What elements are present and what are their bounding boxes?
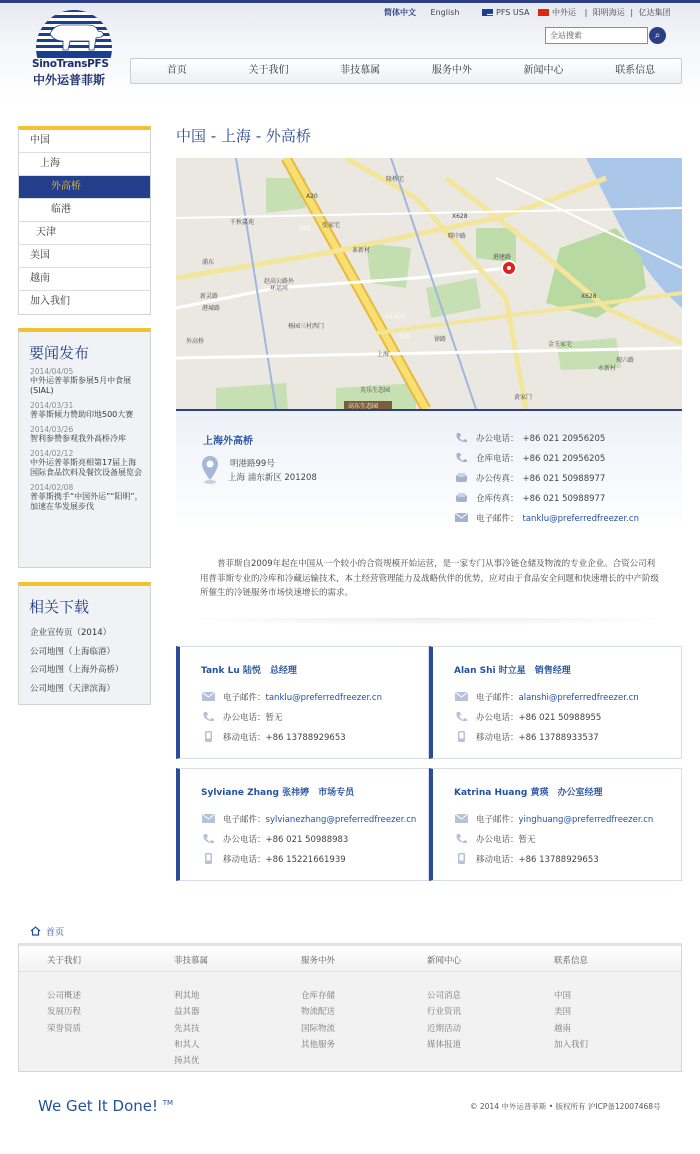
- cn-flag-icon: [538, 9, 549, 16]
- footer-link[interactable]: 媒体报道: [427, 1039, 462, 1050]
- footer-link[interactable]: 近期活动: [427, 1023, 462, 1034]
- partner-link-sinotrans[interactable]: 中外运: [538, 8, 579, 17]
- map-graphic: [176, 158, 682, 409]
- news-item[interactable]: 2014/04/05 中外运普菲斯参展5月中食展(SIAL): [30, 367, 132, 395]
- news-box-title: 要闻发布: [29, 344, 90, 362]
- svg-text:X628: X628: [452, 213, 468, 220]
- staff-mobile: 移动电话：+86 13788929653: [202, 731, 346, 743]
- svg-text:千秋嘉苑: 千秋嘉苑: [230, 219, 255, 226]
- loc-item-china[interactable]: 中国: [19, 130, 150, 153]
- svg-text:S20: S20: [399, 333, 411, 340]
- footer-link[interactable]: 公司概述: [47, 991, 82, 1001]
- main-nav: [130, 58, 682, 84]
- news-item[interactable]: 2014/02/08 普菲斯携手“中国外运”“阳明”，加速在华发展步伐: [30, 483, 143, 511]
- staff-card: [176, 646, 429, 759]
- downloads-box: [18, 582, 151, 705]
- footer-column: [554, 954, 588, 1053]
- phone-icon: [455, 833, 468, 844]
- footer-link[interactable]: 发展历程: [47, 1007, 82, 1018]
- lang-simplified-chinese[interactable]: 简体中文: [384, 8, 416, 17]
- staff-email: 电子邮件：tanklu@preferredfreezer.cn: [202, 691, 382, 703]
- warehouse-phone-line: 仓库电话： +86 021 20956205: [455, 452, 605, 464]
- slogan: We Get It Done! ™: [38, 1097, 174, 1115]
- location-map[interactable]: [176, 158, 682, 411]
- download-link[interactable]: 企业宣传页（2014）: [30, 628, 112, 638]
- mobile-icon: [202, 853, 215, 864]
- office-email-link[interactable]: tanklu@preferredfreezer.cn: [522, 514, 639, 524]
- download-link[interactable]: 公司地图（上海临港）: [30, 646, 116, 657]
- svg-text:港城路: 港城路: [202, 305, 221, 312]
- download-link[interactable]: 公司地图（上海外高桥）: [30, 665, 124, 675]
- lang-english[interactable]: English: [430, 8, 460, 17]
- svg-text:新灵路: 新灵路: [200, 293, 219, 300]
- staff-name: Katrina Huang 黄瑛 办公室经理: [454, 788, 603, 798]
- staff-card: [429, 646, 682, 759]
- footer-link[interactable]: 中国: [554, 991, 572, 1001]
- partner-links: [482, 7, 674, 18]
- search-button[interactable]: [649, 27, 666, 44]
- news-item[interactable]: 2014/03/26 智利参赞参观我外高桥冷库: [30, 425, 126, 443]
- breadcrumb: [30, 925, 64, 939]
- svg-text:赵高公路外: 赵高公路外: [264, 278, 295, 285]
- staff-name: Sylviane Zhang 张祎婷 市场专员: [201, 788, 355, 798]
- mobile-icon: [455, 853, 468, 864]
- svg-text:杨园三村西门: 杨园三村西门: [288, 323, 325, 330]
- address-line-1: 明港路99号: [230, 459, 275, 469]
- us-flag-icon: [482, 9, 493, 16]
- staff-mobile: 移动电话：+86 13788929653: [455, 853, 599, 865]
- logo-chinese: 中外运普菲斯: [33, 73, 106, 87]
- footer-column: [427, 954, 461, 1053]
- partner-link-yida[interactable]: 亿达集团: [638, 8, 671, 17]
- warehouse-fax-line: 仓库传真： +86 021 50988977: [455, 492, 605, 504]
- phone-icon: [202, 711, 215, 722]
- footer-column: [174, 954, 208, 1069]
- footer-link[interactable]: 物流配送: [301, 1007, 336, 1018]
- phone-icon: [455, 432, 468, 443]
- mail-icon: [202, 813, 215, 824]
- staff-name: Alan Shi 时立星 销售经理: [454, 666, 571, 676]
- staff-email: 电子邮件：yinghuang@preferredfreezer.cn: [455, 813, 653, 825]
- footer-sitemap: [18, 943, 682, 1072]
- footer-link[interactable]: 公司消息: [427, 991, 462, 1001]
- breadcrumb-home-link[interactable]: 首页: [46, 928, 65, 938]
- footer-link[interactable]: 和其人: [174, 1039, 200, 1050]
- staff-email: 电子邮件：alanshi@preferredfreezer.cn: [455, 691, 639, 703]
- footer-link[interactable]: 扬其优: [174, 1056, 200, 1067]
- mail-icon: [202, 691, 215, 702]
- svg-text:港建路: 港建路: [493, 254, 512, 261]
- svg-text:徐路: 徐路: [434, 336, 447, 343]
- phone-icon: [202, 833, 215, 844]
- download-link[interactable]: 公司地图（天津滨海）: [30, 683, 116, 694]
- svg-text:永新村: 永新村: [598, 365, 617, 372]
- separator: |: [630, 8, 634, 17]
- svg-text:革新村: 革新村: [352, 247, 371, 254]
- office-name: 上海外高桥: [203, 436, 253, 447]
- nav-about[interactable]: 关于我们: [248, 65, 289, 76]
- office-email-line: 电子邮件： tanklu@preferredfreezer.cn: [455, 512, 639, 524]
- staff-office-phone: 办公电话：+86 021 50988955: [455, 711, 601, 723]
- nav-home[interactable]: 首页: [166, 65, 187, 76]
- footer-link[interactable]: 先其技: [174, 1023, 200, 1034]
- phone-icon: [455, 711, 468, 722]
- svg-text:S20: S20: [299, 225, 311, 232]
- news-item[interactable]: 2014/03/31 普菲斯倾力赞助印地500大赛: [30, 401, 134, 419]
- divider: [176, 618, 682, 626]
- search-input[interactable]: 全站搜索: [545, 27, 648, 44]
- footer-link[interactable]: 国际物流: [301, 1023, 336, 1034]
- news-box: [18, 328, 151, 568]
- mobile-icon: [455, 731, 468, 742]
- footer-column: [301, 954, 335, 1053]
- address-line-2: 上海 浦东新区 201208: [228, 473, 317, 483]
- footer-link[interactable]: 美国: [554, 1007, 572, 1018]
- footer-link[interactable]: 越南: [554, 1023, 572, 1034]
- footer-column-heading[interactable]: 新闻中心: [427, 956, 462, 966]
- svg-text:张家宅: 张家宅: [322, 222, 341, 229]
- separator: |: [584, 8, 588, 17]
- logo-english: SinoTransPFS: [32, 58, 109, 70]
- svg-text:A20: A20: [306, 193, 318, 200]
- fax-icon: [455, 492, 468, 503]
- svg-text:X628: X628: [581, 293, 597, 300]
- svg-text:外高桥: 外高桥: [186, 338, 205, 345]
- location-menu: [18, 126, 151, 315]
- phone-icon: [455, 452, 468, 463]
- loc-item-usa[interactable]: 美国: [19, 245, 150, 268]
- svg-text:高东生态园: 高东生态园: [348, 403, 379, 409]
- nav-pfs[interactable]: 菲技慕属: [340, 65, 381, 76]
- footer-column-heading[interactable]: 联系信息: [554, 956, 589, 966]
- svg-text:上海: 上海: [377, 351, 390, 358]
- footer-link[interactable]: 利其地: [174, 991, 200, 1001]
- svg-text:浦东: 浦东: [202, 259, 215, 266]
- footer-link[interactable]: 荣誉资质: [47, 1023, 82, 1034]
- loc-item-join-us[interactable]: 加入我们: [30, 296, 70, 307]
- footer-link[interactable]: 益其器: [174, 1007, 200, 1018]
- svg-text:英乐生态园: 英乐生态园: [360, 387, 391, 394]
- staff-office-phone: 办公电话：暂无: [455, 833, 536, 845]
- staff-name: Tank Lu 陆悦 总经理: [201, 666, 297, 676]
- svg-text:现六路: 现六路: [616, 357, 635, 364]
- copyright: © 2014 中外运普菲斯 • 版权所有 沪ICP备12007468号: [470, 1102, 661, 1111]
- footer-link[interactable]: 加入我们: [554, 1039, 589, 1050]
- polar-bear-logo-icon: [32, 8, 116, 58]
- mail-icon: [455, 691, 468, 702]
- location-pin-icon: [201, 455, 219, 485]
- company-intro: 普菲斯自2009年起在中国从一个较小的合资规模开始运营，是一家专门从事冷链仓储及物流的专业企业。合资公司利用普菲斯专业的冷库和冷藏运输技术，本土经营管理能力及战略伙伴的优势，应对由于食品安全问题和快速增长的中产阶级所催生的冷链服务市场快速增长的需求。: [200, 559, 660, 598]
- nav-contact[interactable]: 联系信息: [615, 65, 656, 76]
- downloads-box-title: 相关下载: [29, 598, 90, 616]
- footer-column-heading[interactable]: 关于我们: [47, 956, 82, 966]
- footer-link[interactable]: 行业资讯: [427, 1007, 462, 1018]
- staff-office-phone: 办公电话：暂无: [202, 711, 283, 723]
- search-icon: ⌕: [654, 30, 661, 41]
- nav-news[interactable]: 新闻中心: [523, 65, 564, 76]
- mail-icon: [455, 512, 468, 523]
- svg-text:隆桥宅: 隆桥宅: [386, 176, 405, 183]
- loc-item-lingang[interactable]: 临港: [19, 199, 150, 222]
- footer-column-heading[interactable]: 服务中外: [301, 956, 336, 966]
- office-fax-line: 办公传真： +86 021 50988977: [455, 472, 605, 484]
- loc-item-waigaoqiao[interactable]: 外高桥: [19, 176, 150, 199]
- page-title: 中国 - 上海 - 外高桥: [176, 127, 311, 145]
- language-switcher: [384, 7, 471, 18]
- home-icon: [30, 926, 41, 939]
- nav-services[interactable]: 服务中外: [431, 65, 472, 76]
- svg-text:曙中路: 曙中路: [448, 233, 467, 240]
- footer-column-heading[interactable]: 菲技慕属: [174, 956, 209, 966]
- footer-link[interactable]: 仓库存储: [301, 991, 336, 1001]
- mobile-icon: [202, 731, 215, 742]
- loc-item-tianjin[interactable]: 天津: [19, 222, 150, 245]
- staff-card: [176, 768, 429, 881]
- loc-item-vietnam[interactable]: 越南: [19, 268, 150, 291]
- partner-link-pfs-usa[interactable]: PFS USA: [482, 8, 532, 17]
- staff-mobile: 移动电话：+86 15221661939: [202, 853, 346, 865]
- svg-text:黄家门: 黄家门: [514, 394, 533, 401]
- staff-office-phone: 办公电话：+86 021 50988983: [202, 833, 348, 845]
- staff-email: 电子邮件：sylvianezhang@preferredfreezer.cn: [202, 813, 416, 825]
- staff-mobile: 移动电话：+86 13788933537: [455, 731, 599, 743]
- svg-text:金王家宅: 金王家宅: [548, 341, 573, 348]
- footer-link[interactable]: 其他服务: [301, 1039, 336, 1050]
- mail-icon: [455, 813, 468, 824]
- fax-icon: [455, 472, 468, 483]
- trademark: TM: [162, 1099, 174, 1107]
- svg-text:G1501: G1501: [385, 313, 405, 320]
- news-item[interactable]: 2014/02/12 中外运普菲斯亮相第17届上海国际食品饮料及餐饮设备展览会: [30, 449, 142, 477]
- logo[interactable]: [32, 8, 116, 88]
- footer-column: [47, 954, 81, 1037]
- loc-item-shanghai[interactable]: 上海: [19, 153, 150, 176]
- staff-card: [429, 768, 682, 881]
- svg-text:环运河: 环运河: [270, 285, 289, 292]
- partner-link-yangming[interactable]: 阳明海运: [592, 8, 625, 17]
- office-phone-line: 办公电话： +86 021 20956205: [455, 432, 605, 444]
